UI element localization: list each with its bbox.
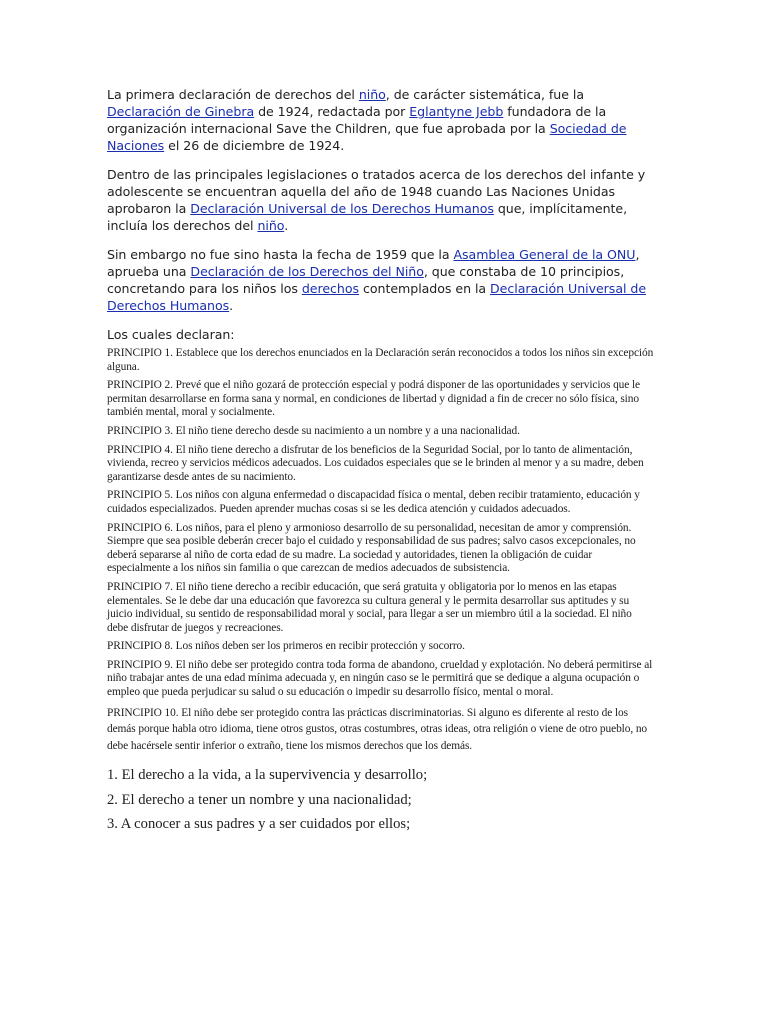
principle-item: PRINCIPIO 7. El niño tiene derecho a recibir educación, que será gratuita y obligatoria por lo menos en las etapas elementales. Se le debe dar una educación que favorezca su cultura general y le permita desarrollar sus aptitudes y su juicio individual, su sentido de responsabilidad moral y social, para llegar a ser un miembro útil a la sociedad. El niño debe disfrutar de juegos y recreaciones. xyxy=(107,580,632,634)
principle-item: PRINCIPIO 3. El niño tiene derecho desde su nacimiento a un nombre y a una nacionalidad. xyxy=(107,424,520,437)
intro-paragraph xyxy=(107,246,655,314)
paragraph-text: . xyxy=(284,218,289,233)
principle-item: PRINCIPIO 10. El niño debe ser protegido contra las prácticas discriminatorias. Si alguno es diferente al resto de los demás porque habla otro idioma, tiene otros gustos, otras costumbres, otras ideas, otra religión o viene de otro pueblo, no debe hacérsele sentir inferior o extraño, tiene los mismos derechos que los demás. xyxy=(107,706,648,752)
inline-link[interactable]: Declaración de Ginebra xyxy=(107,104,255,119)
principle-item: PRINCIPIO 1. Establece que los derechos enunciados en la Declaración serán reconocidos a todos los niños sin excepción alguna. xyxy=(107,347,654,373)
intro-paragraph xyxy=(107,166,655,234)
intro-paragraph xyxy=(107,86,655,154)
paragraph-text: , que constaba de 10 principios, concretando para los niños los xyxy=(107,264,625,296)
paragraph-text: Sin embargo no fue sino hasta la fecha de 1959 que la xyxy=(107,247,454,262)
inline-link[interactable]: niño xyxy=(358,87,386,102)
rights-list-item: 2. El derecho a tener un nombre y una nacionalidad; xyxy=(107,791,412,808)
principle-item: PRINCIPIO 5. Los niños con alguna enfermedad o discapacidad física o mental, deben recibir tratamiento, educación y cuidados especializados. Pueden aprender muchas cosas si se les dedica atención y cuidados adecuados. xyxy=(107,489,640,515)
inline-link[interactable]: Declaración Universal de los Derechos Humanos xyxy=(190,201,494,216)
paragraph-text: . xyxy=(229,298,234,313)
rights-list-item: 3. A conocer a sus padres y a ser cuidados por ellos; xyxy=(107,816,411,833)
principle-item: PRINCIPIO 4. El niño tiene derecho a disfrutar de los beneficios de la Seguridad Social, por lo tanto de alimentación, vivienda, recreo y servicios médicos adecuados. Los cuidados especiales que se le brinden al menor y a su madre, deben garantizarse desde antes de su nacimiento. xyxy=(107,443,644,483)
paragraph-text: Dentro de las principales legislaciones o tratados acerca de los derechos del infante y adolescente se encuentran aquella del año de 1948 cuando Las Naciones Unidas aprobaron la xyxy=(107,167,646,216)
inline-link[interactable]: Asamblea General de la ONU xyxy=(453,247,636,262)
document-page xyxy=(107,86,655,840)
paragraph-text: contemplados en la xyxy=(359,281,491,296)
paragraph-text: La primera declaración de derechos del xyxy=(107,87,359,102)
intro-section xyxy=(107,86,655,314)
rights-list-item: 1. El derecho a la vida, a la supervivencia y desarrollo; xyxy=(107,767,428,784)
principle-item: PRINCIPIO 9. El niño debe ser protegido contra toda forma de abandono, crueldad y explotación. No deberá permitirse al niño trabajar antes de una edad mínima adecuada y, en ningún caso se le permitirá que se dedique a alguna ocupación o empleo que pueda perjudicar su salud o su educación o impedir su desarrollo físico, mental o moral. xyxy=(107,658,653,699)
paragraph-text: , aprueba una xyxy=(107,247,640,279)
principle-item: PRINCIPIO 6. Los niños, para el pleno y armonioso desarrollo de su personalidad, necesitan de amor y comprensión. Siempre que sea posible deberán crecer bajo el cuidado y responsabilidad de sus padres; salvo casos excepcionales, no deberá separarse al niño de corta edad de su madre. La sociedad y autoridades, tienen la obligación de cuidar especialmente a los niños sin familia o que carezcan de medios adecuados de subsistencia. xyxy=(107,521,636,575)
inline-link[interactable]: niño xyxy=(257,218,285,233)
paragraph-text: que, implícitamente, incluía los derechos del xyxy=(107,201,628,233)
principle-item: PRINCIPIO 2. Prevé que el niño gozará de protección especial y podrá disponer de las oportunidades y servicios que le permitan desarrollarse en forma sana y normal, en condiciones de libertad y dignidad a fin de crecer no sólo física, sino también mental, moral y socialmente. xyxy=(107,379,640,419)
principle-item: PRINCIPIO 8. Los niños deben ser los primeros en recibir protección y socorro. xyxy=(107,640,465,653)
declare-heading: Los cuales declaran: xyxy=(107,327,235,342)
inline-link[interactable]: derechos xyxy=(301,281,360,296)
paragraph-text: , de carácter sistemática, fue la xyxy=(385,87,584,102)
inline-link[interactable]: Sociedad de Naciones xyxy=(107,121,627,153)
inline-link[interactable]: Declaración de los Derechos del Niño xyxy=(190,264,424,279)
rights-list xyxy=(107,766,655,833)
inline-link[interactable]: Declaración Universal de Derechos Humanos xyxy=(107,281,647,313)
inline-link[interactable]: Eglantyne Jebb xyxy=(409,104,504,119)
paragraph-text: fundadora de la organización internacional Save the Children, que fue aprobada por la xyxy=(107,104,607,136)
paragraph-text: de 1924, redactada por xyxy=(254,104,410,119)
principles-list xyxy=(107,347,655,754)
paragraph-text: el 26 de diciembre de 1924. xyxy=(164,138,345,153)
